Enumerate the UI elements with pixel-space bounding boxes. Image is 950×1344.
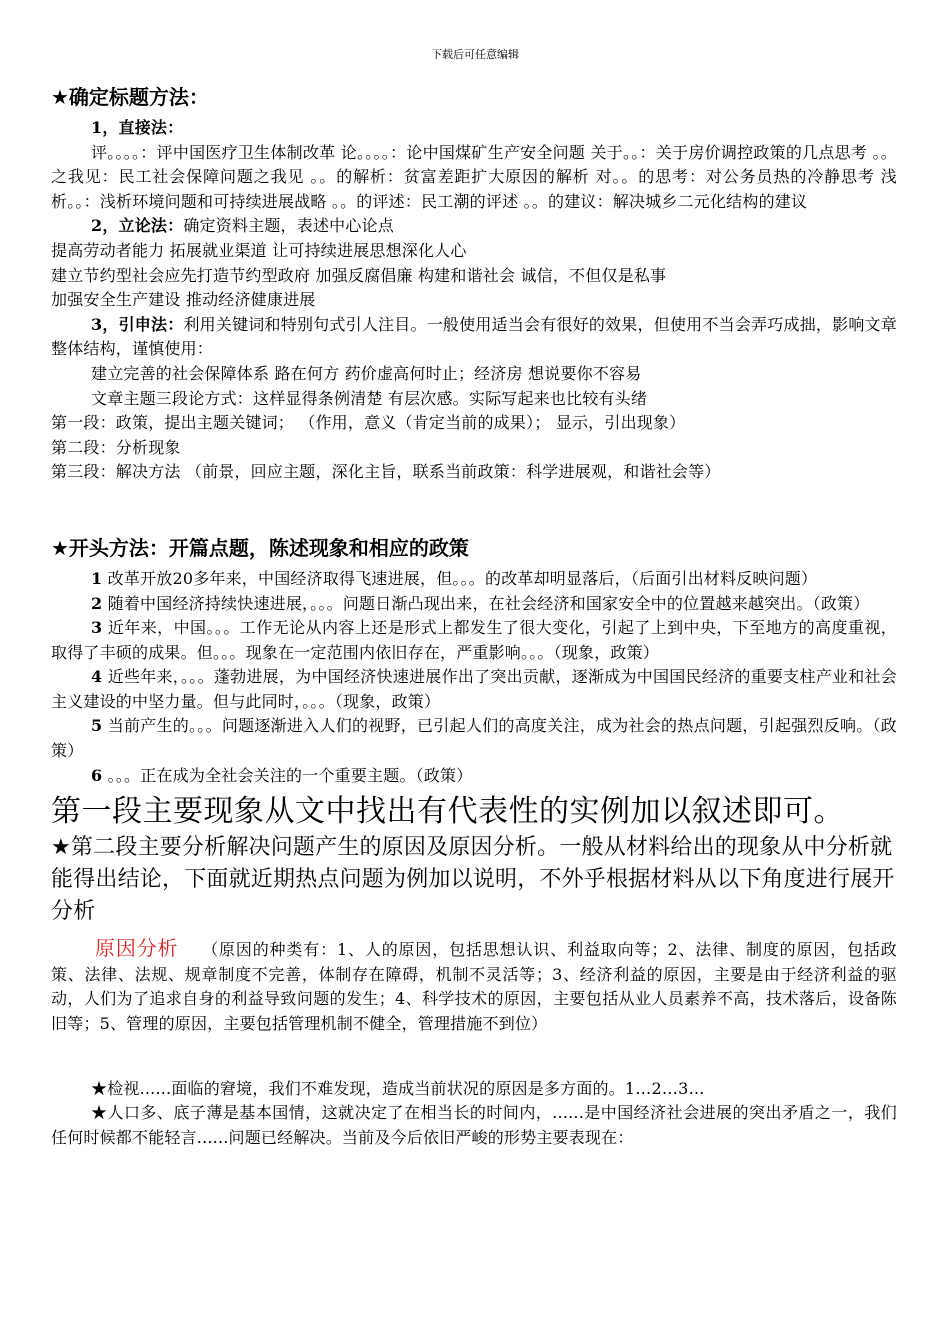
- opening-item-4: [51, 665, 897, 714]
- opening-item-4-text: 近些年来，。。。蓬勃进展，为中国经济快速进展作出了突出贡献，逐渐成为中国国民经济的重要支柱产业和社会主义建设的中坚力量。但与此同时，。。。（现象，政策）: [51, 667, 897, 711]
- method-extension-text: 利用关键词和特别句式引人注目。一般使用适当会有很好的效果，但使用不当会弄巧成拙，影响文章整体结构，谨慎使用：: [51, 314, 897, 359]
- opening-item-5-text: 当前产生的。。。问题逐渐进入人们的视野，已引起人们的高度关注，成为社会的热点问题，引起强烈反响。（政策）: [51, 716, 897, 761]
- method-extension: [51, 313, 897, 362]
- tail-paragraph-1: ★检视......面临的窘境，我们不难发现，造成当前状况的原因是多方面的。1…2…3…: [91, 1078, 705, 1098]
- method-direct: [51, 116, 897, 141]
- opening-item-1-num: 1: [91, 568, 103, 588]
- cause-analysis: [51, 936, 897, 1036]
- paragraph-three-desc: 第三段：解决方法 （前景，回应主题，深化主旨，联系当前政策：科学进展观，和谐社会等）: [51, 462, 721, 482]
- method-argument-label: 2，立论法：: [91, 216, 184, 236]
- opening-item-6: [51, 764, 897, 789]
- document-body: [51, 82, 897, 1150]
- opening-item-3-text: 近年来，中国。。。工作无论从内容上还是形式上都发生了很大变化，引起了上到中央，下至地方的高度重视，取得了丰硕的成果。但。。。现象在一定范围内依旧存在，严重影响。。。（现象，政策）: [51, 618, 897, 662]
- paragraph-one-heading: 第一段主要现象从文中找出有代表性的实例加以叙述即可。: [51, 794, 844, 830]
- method-direct-text: 评。。。。：评中国医疗卫生体制改革 论。。。。：论中国煤矿生产安全问题 关于。。：关于房价调控政策的几点思考 。。之我见：民工社会保障问题之我见 。。的解析：贫富差距扩大原因的解析 对。。的思考：对公务员热的冷静思考 浅析。。：浅析环境问题和可持续进展战略 。。的评述：民工潮的评述 。。的建议：解决城乡二元化结构的建议: [51, 142, 897, 211]
- cause-analysis-text: （原因的种类有：1、人的原因，包括思想认识、利益取向等；2、法律、制度的原因，包括政策、法律、法规、规章制度不完善，体制存在障碍，机制不灵活等；3、经济利益的原因，主要是由于经济利益的驱动，人们为了追求自身的利益导致问题的发生；4、科学技术的原因，主要包括从业人员素养不高，技术落后，设备陈旧等；5、管理的原因，主要包括管理机制不健全，管理措施不到位）: [51, 940, 897, 1034]
- method-direct-label: 1，直接法：: [91, 118, 184, 137]
- opening-item-2: [51, 592, 897, 617]
- argument-example-2: 建立节约型社会应先打造节约型政府 加强反腐倡廉 构建和谐社会 诚信，不但仅是私事: [51, 265, 667, 285]
- cause-analysis-label: 原因分析: [95, 936, 179, 961]
- opening-item-6-text: 。。。正在成为全社会关注的一个重要主题。（政策）: [107, 765, 473, 785]
- opening-item-5: [51, 714, 897, 763]
- extension-example: 建立完善的社会保障体系 路在何方 药价虚高何时止；经济房 想说要你不容易: [91, 363, 642, 383]
- argument-example-1: 提高劳动者能力 拓展就业渠道 让可持续进展思想深化人心: [51, 240, 467, 260]
- opening-item-1-text: 改革开放20多年来，中国经济取得飞速进展，但。。。的改革却明显落后，（后面引出材料反映问题）: [107, 568, 818, 588]
- three-paragraph-method: 文章主题三段论方式：这样显得条例清楚 有层次感。实际写起来也比较有头绪: [91, 388, 648, 408]
- page-header: 下载后可任意编辑: [431, 48, 519, 61]
- opening-item-1: [51, 567, 897, 592]
- opening-item-6-num: 6: [91, 765, 103, 785]
- section-spacer: [51, 485, 897, 533]
- paragraph-two-desc: 第二段：分析现象: [51, 437, 181, 457]
- section-title-headline-methods: ★确定标题方法：: [51, 85, 209, 109]
- method-argument: [51, 214, 897, 239]
- opening-item-2-num: 2: [91, 593, 103, 613]
- method-extension-label: 3，引申法：: [91, 314, 184, 334]
- opening-item-2-text: 随着中国经济持续快速进展，。。。问题日渐凸现出来，在社会经济和国家安全中的位置越来越突出。（政策）: [107, 593, 870, 613]
- paragraph-two-heading: ★第二段主要分析解决问题产生的原因及原因分析。一般从材料给出的现象从中分析就能得出结论，下面就近期热点问题为例加以说明，不外乎根据材料从以下角度进行展开分析: [51, 835, 895, 925]
- tail-paragraph-2: ★人口多、底子薄是基本国情，这就决定了在相当长的时间内，......是中国经济社会进展的突出矛盾之一，我们任何时候都不能轻言......问题已经解决。当前及今后依旧严峻的形势主要表现在：: [51, 1103, 897, 1147]
- cause-spacer: [51, 1037, 897, 1077]
- opening-item-5-num: 5: [91, 716, 103, 736]
- paragraph-one-desc: 第一段：政策，提出主题关键词； （作用，意义（肯定当前的成果）； 显示，引出现象）: [51, 413, 686, 433]
- opening-item-4-num: 4: [91, 667, 103, 687]
- argument-example-3: 加强安全生产建设 推动经济健康进展: [51, 290, 316, 310]
- section-title-opening-methods: ★开头方法：开篇点题，陈述现象和相应的政策: [51, 535, 469, 560]
- opening-item-3-num: 3: [91, 618, 103, 638]
- opening-item-3: [51, 616, 897, 665]
- method-argument-text: 确定资料主题，表述中心论点: [183, 216, 394, 236]
